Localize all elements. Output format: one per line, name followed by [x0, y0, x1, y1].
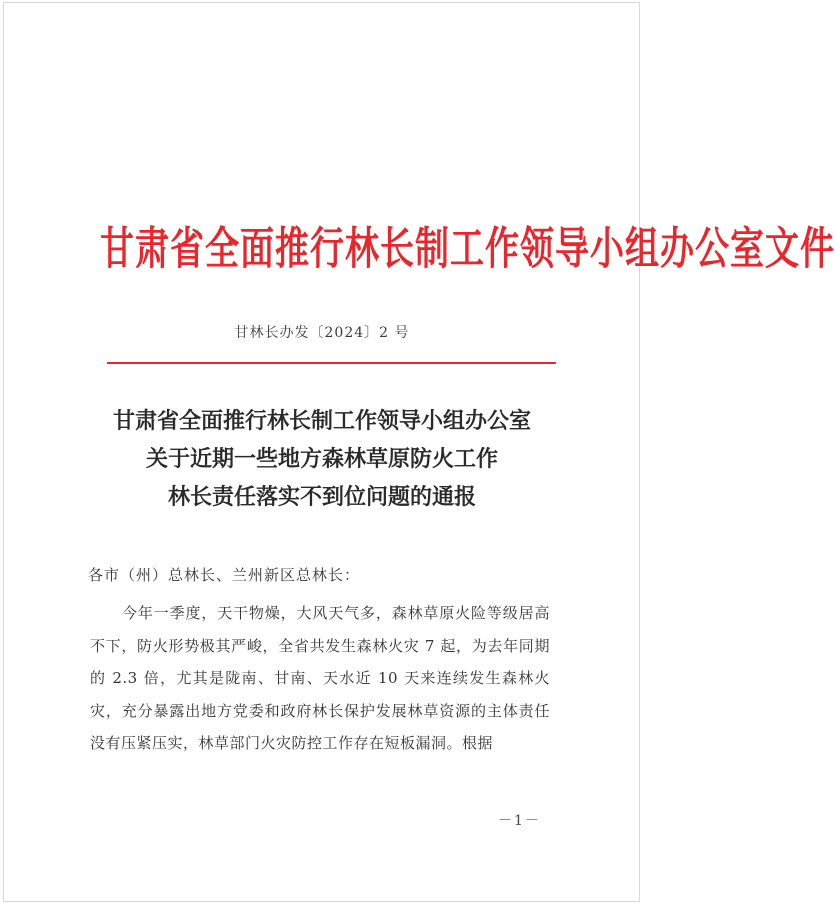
notice-title: [0, 402, 644, 516]
document-header-title: 甘肃省全面推行林长制工作领导小组办公室文件: [100, 223, 835, 275]
body-paragraph: 今年一季度，天干物燥，大风天气多，森林草原火险等级居高不下，防火形势极其严峻，全省共发生森林火灾 7 起，为去年同期的 2.3 倍，尤其是陇南、甘南、天水近 10 天来连续发生森林火灾，充分暴露出地方党委和政府林长保护发展林草资源的主体责任没有压紧压实，林草部门火灾防控工作存在短板漏洞。根据: [90, 604, 550, 752]
notice-title-line: 关于近期一些地方森林草原防火工作: [145, 446, 498, 472]
notice-title-line: 林长责任落实不到位问题的通报: [167, 484, 476, 510]
page-number: －1－: [498, 813, 541, 829]
red-divider-line: [107, 362, 556, 364]
notice-title-line: 甘肃省全面推行林长制工作领导小组办公室: [112, 408, 531, 434]
salutation: 各市（州）总林长、兰州新区总林长：: [88, 566, 361, 584]
document-number: 甘林长办发〔2024〕2 号: [234, 325, 410, 341]
